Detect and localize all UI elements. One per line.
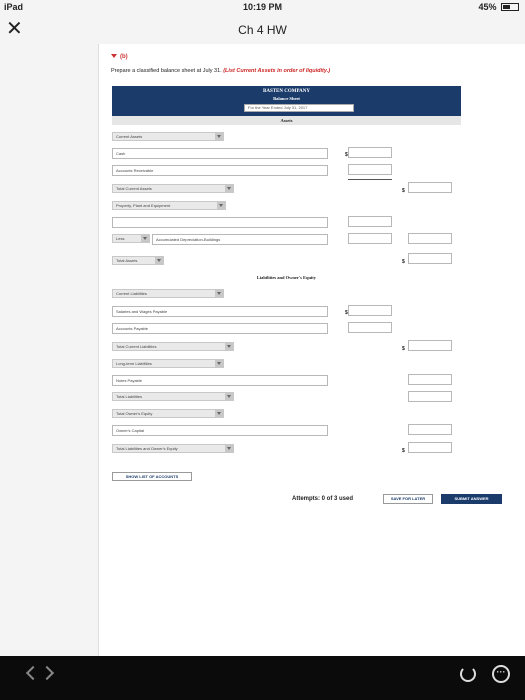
dropdown-value: Total Current Assets bbox=[116, 186, 152, 191]
currency-symbol: $ bbox=[345, 310, 348, 316]
total-current-assets-amount-input[interactable] bbox=[408, 182, 452, 193]
ppe-amount-input[interactable] bbox=[348, 216, 392, 227]
total-current-assets-dropdown[interactable] bbox=[112, 184, 234, 193]
battery-percent: 45% bbox=[478, 2, 497, 12]
currency-symbol: $ bbox=[345, 152, 348, 158]
ppe-dropdown[interactable] bbox=[112, 201, 226, 210]
period-value: For the Year Ended July 31, 2017 bbox=[248, 105, 308, 110]
currency-symbol: $ bbox=[402, 259, 405, 265]
dropdown-value: Total Current Liabilities bbox=[116, 344, 157, 349]
accounts-payable-amount-input[interactable] bbox=[348, 322, 392, 333]
subtotal-rule bbox=[348, 179, 392, 180]
dropdown-value: Less bbox=[116, 236, 125, 241]
back-arrow-icon[interactable] bbox=[26, 666, 40, 680]
less-dropdown[interactable] bbox=[112, 234, 150, 243]
device-label: iPad bbox=[4, 2, 24, 12]
battery-indicator bbox=[478, 2, 519, 12]
forward-arrow-icon[interactable] bbox=[40, 666, 54, 680]
more-options-icon[interactable]: ··· bbox=[492, 665, 510, 683]
current-liabilities-dropdown[interactable] bbox=[112, 289, 224, 298]
bottom-toolbar bbox=[0, 656, 525, 700]
battery-icon bbox=[501, 3, 519, 11]
reload-icon[interactable] bbox=[460, 666, 476, 682]
instructions bbox=[111, 68, 330, 74]
currency-symbol: $ bbox=[402, 188, 405, 194]
dropdown-value: Property, Plant and Equipment bbox=[116, 203, 171, 208]
chevron-down-icon bbox=[217, 201, 225, 210]
total-current-liabilities-dropdown[interactable] bbox=[112, 342, 234, 351]
chevron-down-icon bbox=[225, 184, 233, 193]
attempts-counter: Attempts: 0 of 3 used bbox=[292, 496, 354, 502]
chevron-down-icon bbox=[215, 409, 223, 418]
ppe-account-field[interactable] bbox=[112, 217, 328, 228]
current-assets-dropdown[interactable] bbox=[112, 132, 224, 141]
notes-payable-field[interactable]: Notes Payable bbox=[112, 375, 328, 386]
total-liabilities-equity-amount-input[interactable] bbox=[408, 442, 452, 453]
accumulated-depreciation-field[interactable]: Accumulated Depreciation-Buildings bbox=[152, 234, 328, 245]
cash-amount-input[interactable] bbox=[348, 147, 392, 158]
chevron-down-icon bbox=[215, 359, 223, 368]
status-bar bbox=[0, 0, 525, 15]
total-liabilities-amount-input[interactable] bbox=[408, 391, 452, 402]
currency-symbol: $ bbox=[402, 346, 405, 352]
document-title: Ch 4 HW bbox=[238, 23, 287, 37]
part-label: (b) bbox=[120, 54, 128, 60]
long-term-liabilities-dropdown[interactable] bbox=[112, 359, 224, 368]
accounts-receivable-amount-input[interactable] bbox=[348, 164, 392, 175]
dropdown-value: Total Owner's Equity bbox=[116, 411, 153, 416]
submit-answer-button[interactable]: SUBMIT ANSWER bbox=[441, 494, 502, 504]
dropdown-value: Current Liabilities bbox=[116, 291, 147, 296]
instructions-text: Prepare a classified balance sheet at July 31. bbox=[111, 68, 222, 74]
accounts-receivable-field[interactable]: Accounts Receivable bbox=[112, 165, 328, 176]
owners-capital-amount-input[interactable] bbox=[408, 424, 452, 435]
instructions-emphasis: (List Current Assets in order of liquidity.) bbox=[223, 68, 331, 74]
dropdown-value: Current Assets bbox=[116, 134, 143, 139]
assets-heading: Assets bbox=[112, 116, 461, 125]
chevron-down-icon bbox=[215, 132, 223, 141]
salaries-payable-field[interactable]: Salaries and Wages Payable bbox=[112, 306, 328, 317]
clock: 10:19 PM bbox=[242, 2, 283, 12]
dropdown-value: Total Liabilities and Owner's Equity bbox=[116, 446, 178, 451]
total-assets-dropdown[interactable] bbox=[112, 256, 164, 265]
close-icon[interactable]: ✕ bbox=[6, 18, 23, 40]
salaries-payable-amount-input[interactable] bbox=[348, 305, 392, 316]
save-for-later-button[interactable]: SAVE FOR LATER bbox=[383, 494, 433, 504]
accounts-payable-field[interactable]: Accounts Payable bbox=[112, 323, 328, 334]
cash-account-field[interactable]: Cash bbox=[112, 148, 328, 159]
caret-down-icon bbox=[111, 54, 117, 58]
dropdown-value: Total Assets bbox=[116, 258, 138, 263]
total-assets-amount-input[interactable] bbox=[408, 253, 452, 264]
total-current-liabilities-amount-input[interactable] bbox=[408, 340, 452, 351]
currency-symbol: $ bbox=[402, 448, 405, 454]
chevron-down-icon bbox=[215, 289, 223, 298]
nav-bar bbox=[0, 15, 525, 45]
part-toggle[interactable] bbox=[111, 54, 128, 60]
chevron-down-icon bbox=[225, 392, 233, 401]
accumulated-depreciation-amount-input[interactable] bbox=[348, 233, 392, 244]
total-liabilities-equity-dropdown[interactable] bbox=[112, 444, 234, 453]
notes-payable-amount-input[interactable] bbox=[408, 374, 452, 385]
chevron-down-icon bbox=[225, 444, 233, 453]
chevron-down-icon bbox=[141, 234, 149, 243]
chevron-down-icon bbox=[225, 342, 233, 351]
statement-header bbox=[112, 86, 461, 116]
dropdown-value: Long-term Liabilities bbox=[116, 361, 152, 366]
total-owners-equity-dropdown[interactable] bbox=[112, 409, 224, 418]
net-ppe-amount-input[interactable] bbox=[408, 233, 452, 244]
show-list-of-accounts-button[interactable]: SHOW LIST OF ACCOUNTS bbox=[112, 472, 192, 481]
liabilities-equity-heading: Liabilities and Owner's Equity bbox=[112, 273, 461, 282]
total-liabilities-dropdown[interactable] bbox=[112, 392, 234, 401]
statement-name: Balance Sheet bbox=[273, 96, 300, 101]
homework-page bbox=[98, 44, 525, 656]
dropdown-value: Total Liabilities bbox=[116, 394, 143, 399]
owners-capital-field[interactable]: Owner's Capital bbox=[112, 425, 328, 436]
chevron-down-icon bbox=[155, 256, 163, 265]
company-name: BASTEN COMPANY bbox=[263, 89, 310, 94]
period-dropdown[interactable] bbox=[244, 104, 354, 112]
